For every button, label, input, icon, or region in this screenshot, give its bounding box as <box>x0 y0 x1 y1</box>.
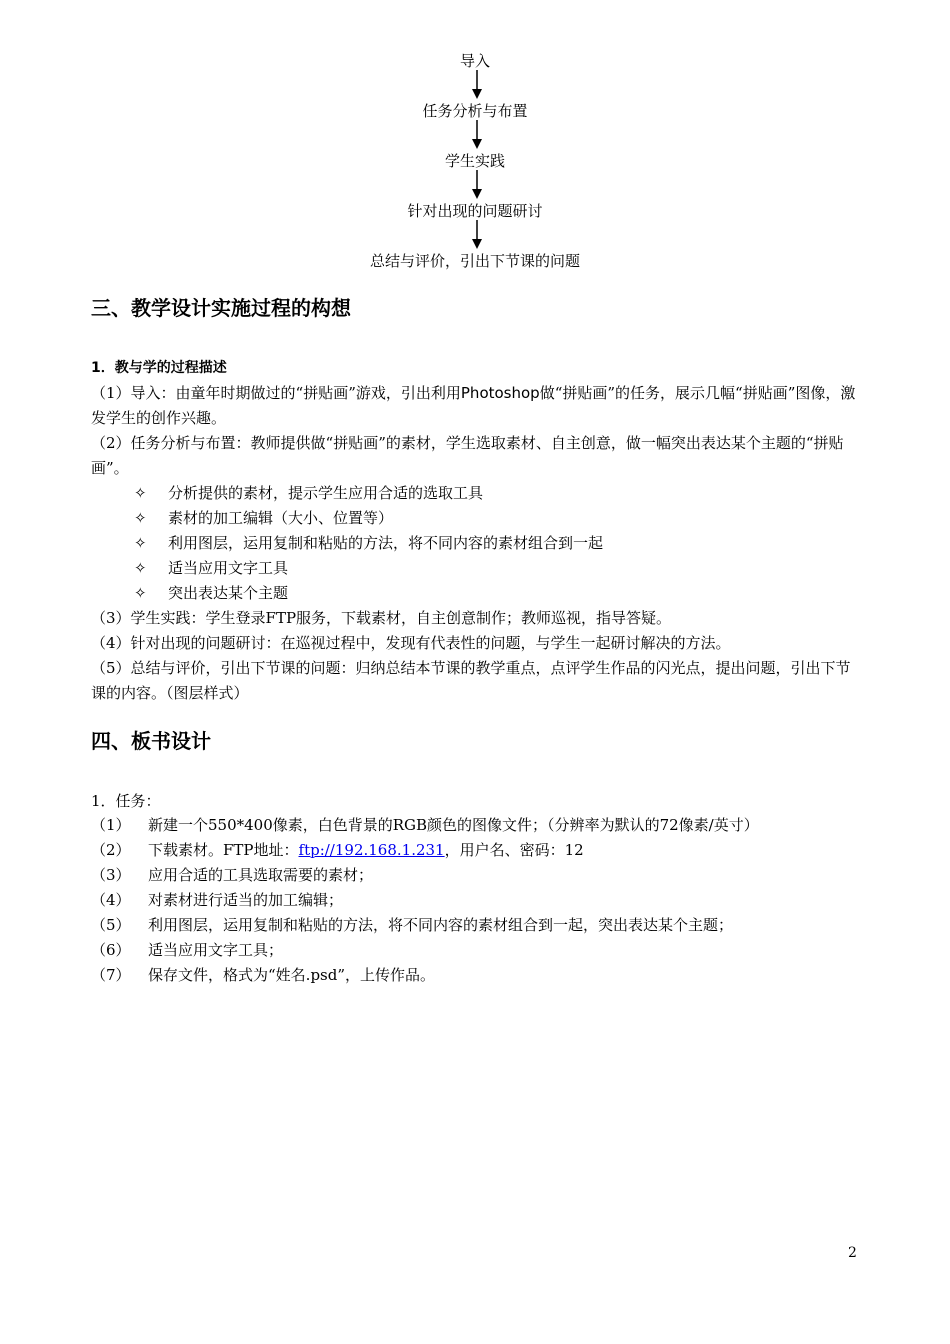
task-list <box>91 813 871 988</box>
task-text: 适当应用文字工具； <box>148 941 284 959</box>
list-item <box>134 531 834 556</box>
section-heading-4: 四、板书设计 <box>91 729 211 753</box>
list-item <box>134 506 834 531</box>
task-text: 保存文件，格式为“姓名.psd”，上传作品。 <box>148 966 436 984</box>
section-heading-3: 三、教学设计实施过程的构想 <box>91 296 351 320</box>
task-text: 下载素材。FTP地址： <box>148 841 299 859</box>
list-item-text: 分析提供的素材，提示学生应用合适的选取工具 <box>168 484 484 502</box>
paragraph-practice: （3）学生实践：学生登录FTP服务，下载素材，自主创意制作；教师巡视，指导答疑。 <box>91 609 672 627</box>
task-number: （6） <box>91 941 131 959</box>
sub-heading: 1．教与学的过程描述 <box>91 360 227 376</box>
list-item <box>134 581 834 606</box>
diamond-bullet-icon: ✧ <box>134 509 147 527</box>
paragraph-summary: （5）总结与评价，引出下节课的问题：归纳总结本节课的教学重点，点评学生作品的闪光点，提出问题，引出下节课的内容。（图层样式） <box>91 659 851 702</box>
list-item-text: 突出表达某个主题 <box>168 584 289 602</box>
task-number: （7） <box>91 966 131 984</box>
list-item <box>134 481 834 506</box>
flow-arrow <box>467 70 487 100</box>
task-item <box>91 838 871 863</box>
task-text: 对素材进行适当的加工编辑； <box>148 891 344 909</box>
bullet-list <box>134 481 834 606</box>
task-number: （4） <box>91 891 131 909</box>
diamond-bullet-icon: ✧ <box>134 559 147 577</box>
ftp-link[interactable]: ftp://192.168.1.231 <box>298 841 445 859</box>
flow-node-summary: 总结与评价，引出下节课的问题 <box>369 252 580 270</box>
paragraph-intro-part-a: （1）导入：由童年时期做过的“拼贴画”游戏，引出利用 <box>91 384 461 402</box>
list-item-text: 利用图层，运用复制和粘贴的方法，将不同内容的素材组合到一起 <box>168 534 604 552</box>
task-text: 新建一个550*400像素，白色背景的RGB颜色的图像文件；（分辨率为默认的72像素/英寸） <box>148 816 759 834</box>
diamond-bullet-icon: ✧ <box>134 584 147 602</box>
task-item <box>91 963 871 988</box>
task-number: （1） <box>91 816 131 834</box>
task-title: 1．任务： <box>91 792 161 810</box>
page-number: 2 <box>848 1245 857 1261</box>
flow-arrow <box>467 170 487 200</box>
flow-arrow <box>467 120 487 150</box>
task-text: 利用图层，运用复制和粘贴的方法，将不同内容的素材组合到一起，突出表达某个主题； <box>148 916 734 934</box>
task-text: ，用户名、密码：12 <box>444 841 584 859</box>
task-number: （5） <box>91 916 131 934</box>
task-item <box>91 888 871 913</box>
diamond-bullet-icon: ✧ <box>134 484 147 502</box>
task-number: （2） <box>91 841 131 859</box>
flow-node-intro: 导入 <box>459 52 490 70</box>
task-text: 应用合适的工具选取需要的素材； <box>148 866 374 884</box>
task-number: （3） <box>91 866 131 884</box>
flow-node-student-practice: 学生实践 <box>444 152 505 170</box>
list-item-text: 素材的加工编辑（大小、位置等） <box>168 509 394 527</box>
task-item <box>91 813 871 838</box>
paragraph-intro <box>91 381 861 431</box>
list-item <box>134 556 834 581</box>
paragraph-intro-part-c: 做“拼贴画”的任务，展示几幅“拼贴画”图像，激发学生的创作兴趣。 <box>91 384 856 427</box>
paragraph-discussion: （4）针对出现的问题研讨：在巡视过程中，发现有代表性的问题，与学生一起研讨解决的方法。 <box>91 634 731 652</box>
flow-arrow <box>467 220 487 250</box>
photoshop-text: Photoshop <box>460 384 540 402</box>
task-item <box>91 863 871 888</box>
flow-node-task-analysis: 任务分析与布置 <box>422 102 528 120</box>
list-item-text: 适当应用文字工具 <box>168 559 289 577</box>
diamond-bullet-icon: ✧ <box>134 534 147 552</box>
task-item <box>91 913 871 938</box>
flow-node-discussion: 针对出现的问题研讨 <box>407 202 543 220</box>
paragraph-task-analysis: （2）任务分析与布置：教师提供做“拼贴画”的素材，学生选取素材、自主创意，做一幅突出表达某个主题的“拼贴画”。 <box>91 434 844 477</box>
task-item <box>91 938 871 963</box>
